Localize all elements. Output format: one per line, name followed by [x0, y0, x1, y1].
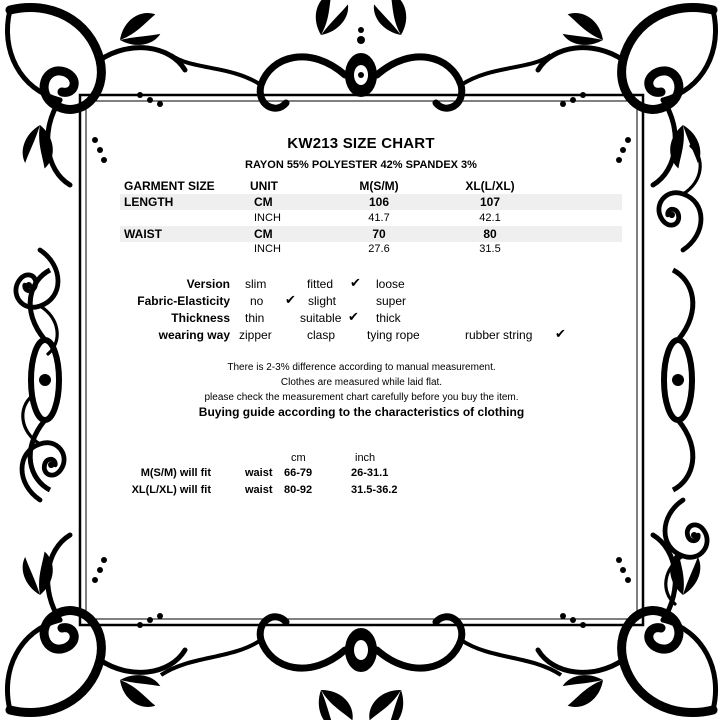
- option: fitted: [307, 277, 334, 291]
- fit-inch: 26-31.1: [351, 467, 389, 479]
- property-label: Fabric-Elasticity: [137, 294, 230, 308]
- option: super: [376, 294, 407, 308]
- option: zipper: [239, 328, 272, 342]
- option: thin: [245, 311, 265, 325]
- row-shade: [120, 226, 622, 242]
- row-unit: CM: [254, 195, 273, 209]
- fabric-composition: RAYON 55% POLYESTER 42% SPANDEX 3%: [245, 159, 477, 171]
- option: suitable: [300, 311, 342, 325]
- row-xl-value: 42.1: [479, 212, 501, 224]
- note-line: please check the measurement chart carefully before you buy the item.: [204, 392, 519, 403]
- row-xl-value: 31.5: [479, 243, 501, 255]
- fit-part: waist: [245, 467, 273, 479]
- row-unit: INCH: [254, 212, 281, 224]
- row-xl-value: 107: [479, 195, 501, 209]
- header-m: M(S/M): [359, 179, 399, 193]
- option: tying rope: [367, 328, 420, 342]
- row-unit: CM: [254, 227, 273, 241]
- option: slim: [245, 277, 267, 291]
- buying-guide-title: Buying guide according to the characteristics of clothing: [198, 405, 525, 419]
- fit-size: XL(L/XL) will fit: [131, 484, 211, 496]
- option: thick: [376, 311, 401, 325]
- row-measure: LENGTH: [124, 195, 174, 209]
- option: no: [250, 294, 264, 308]
- checkmark-icon: ✔: [350, 275, 361, 290]
- row-m-value: 106: [368, 195, 390, 209]
- fit-col-inch: inch: [355, 452, 376, 464]
- header-unit: UNIT: [250, 179, 278, 193]
- row-xl-value: 80: [483, 227, 497, 241]
- option: rubber string: [465, 328, 533, 342]
- checkmark-icon: ✔: [285, 292, 296, 307]
- row-m-value: 70: [372, 227, 386, 241]
- row-m-value: 41.7: [368, 212, 390, 224]
- fit-col-cm: cm: [291, 452, 306, 464]
- fit-cm: 80-92: [284, 484, 313, 496]
- row-m-value: 27.6: [368, 243, 390, 255]
- property-label: Thickness: [171, 311, 230, 325]
- checkmark-icon: ✔: [348, 309, 359, 324]
- fit-size: M(S/M) will fit: [140, 467, 211, 479]
- note-line: Clothes are measured while laid flat.: [280, 377, 443, 388]
- header-garment-size: GARMENT SIZE: [124, 179, 215, 193]
- property-label: wearing way: [158, 328, 230, 342]
- chart-title: KW213 SIZE CHART: [287, 135, 435, 152]
- property-label: Version: [186, 277, 230, 291]
- option: loose: [376, 277, 405, 291]
- option: slight: [308, 294, 337, 308]
- row-measure: WAIST: [124, 227, 162, 241]
- checkmark-icon: ✔: [555, 326, 566, 341]
- fit-inch: 31.5-36.2: [351, 484, 398, 496]
- row-unit: INCH: [254, 243, 281, 255]
- note-line: There is 2-3% difference according to manual measurement.: [227, 362, 496, 373]
- header-xl: XL(L/XL): [465, 179, 515, 193]
- fit-cm: 66-79: [284, 467, 313, 479]
- fit-part: waist: [245, 484, 273, 496]
- option: clasp: [307, 328, 336, 342]
